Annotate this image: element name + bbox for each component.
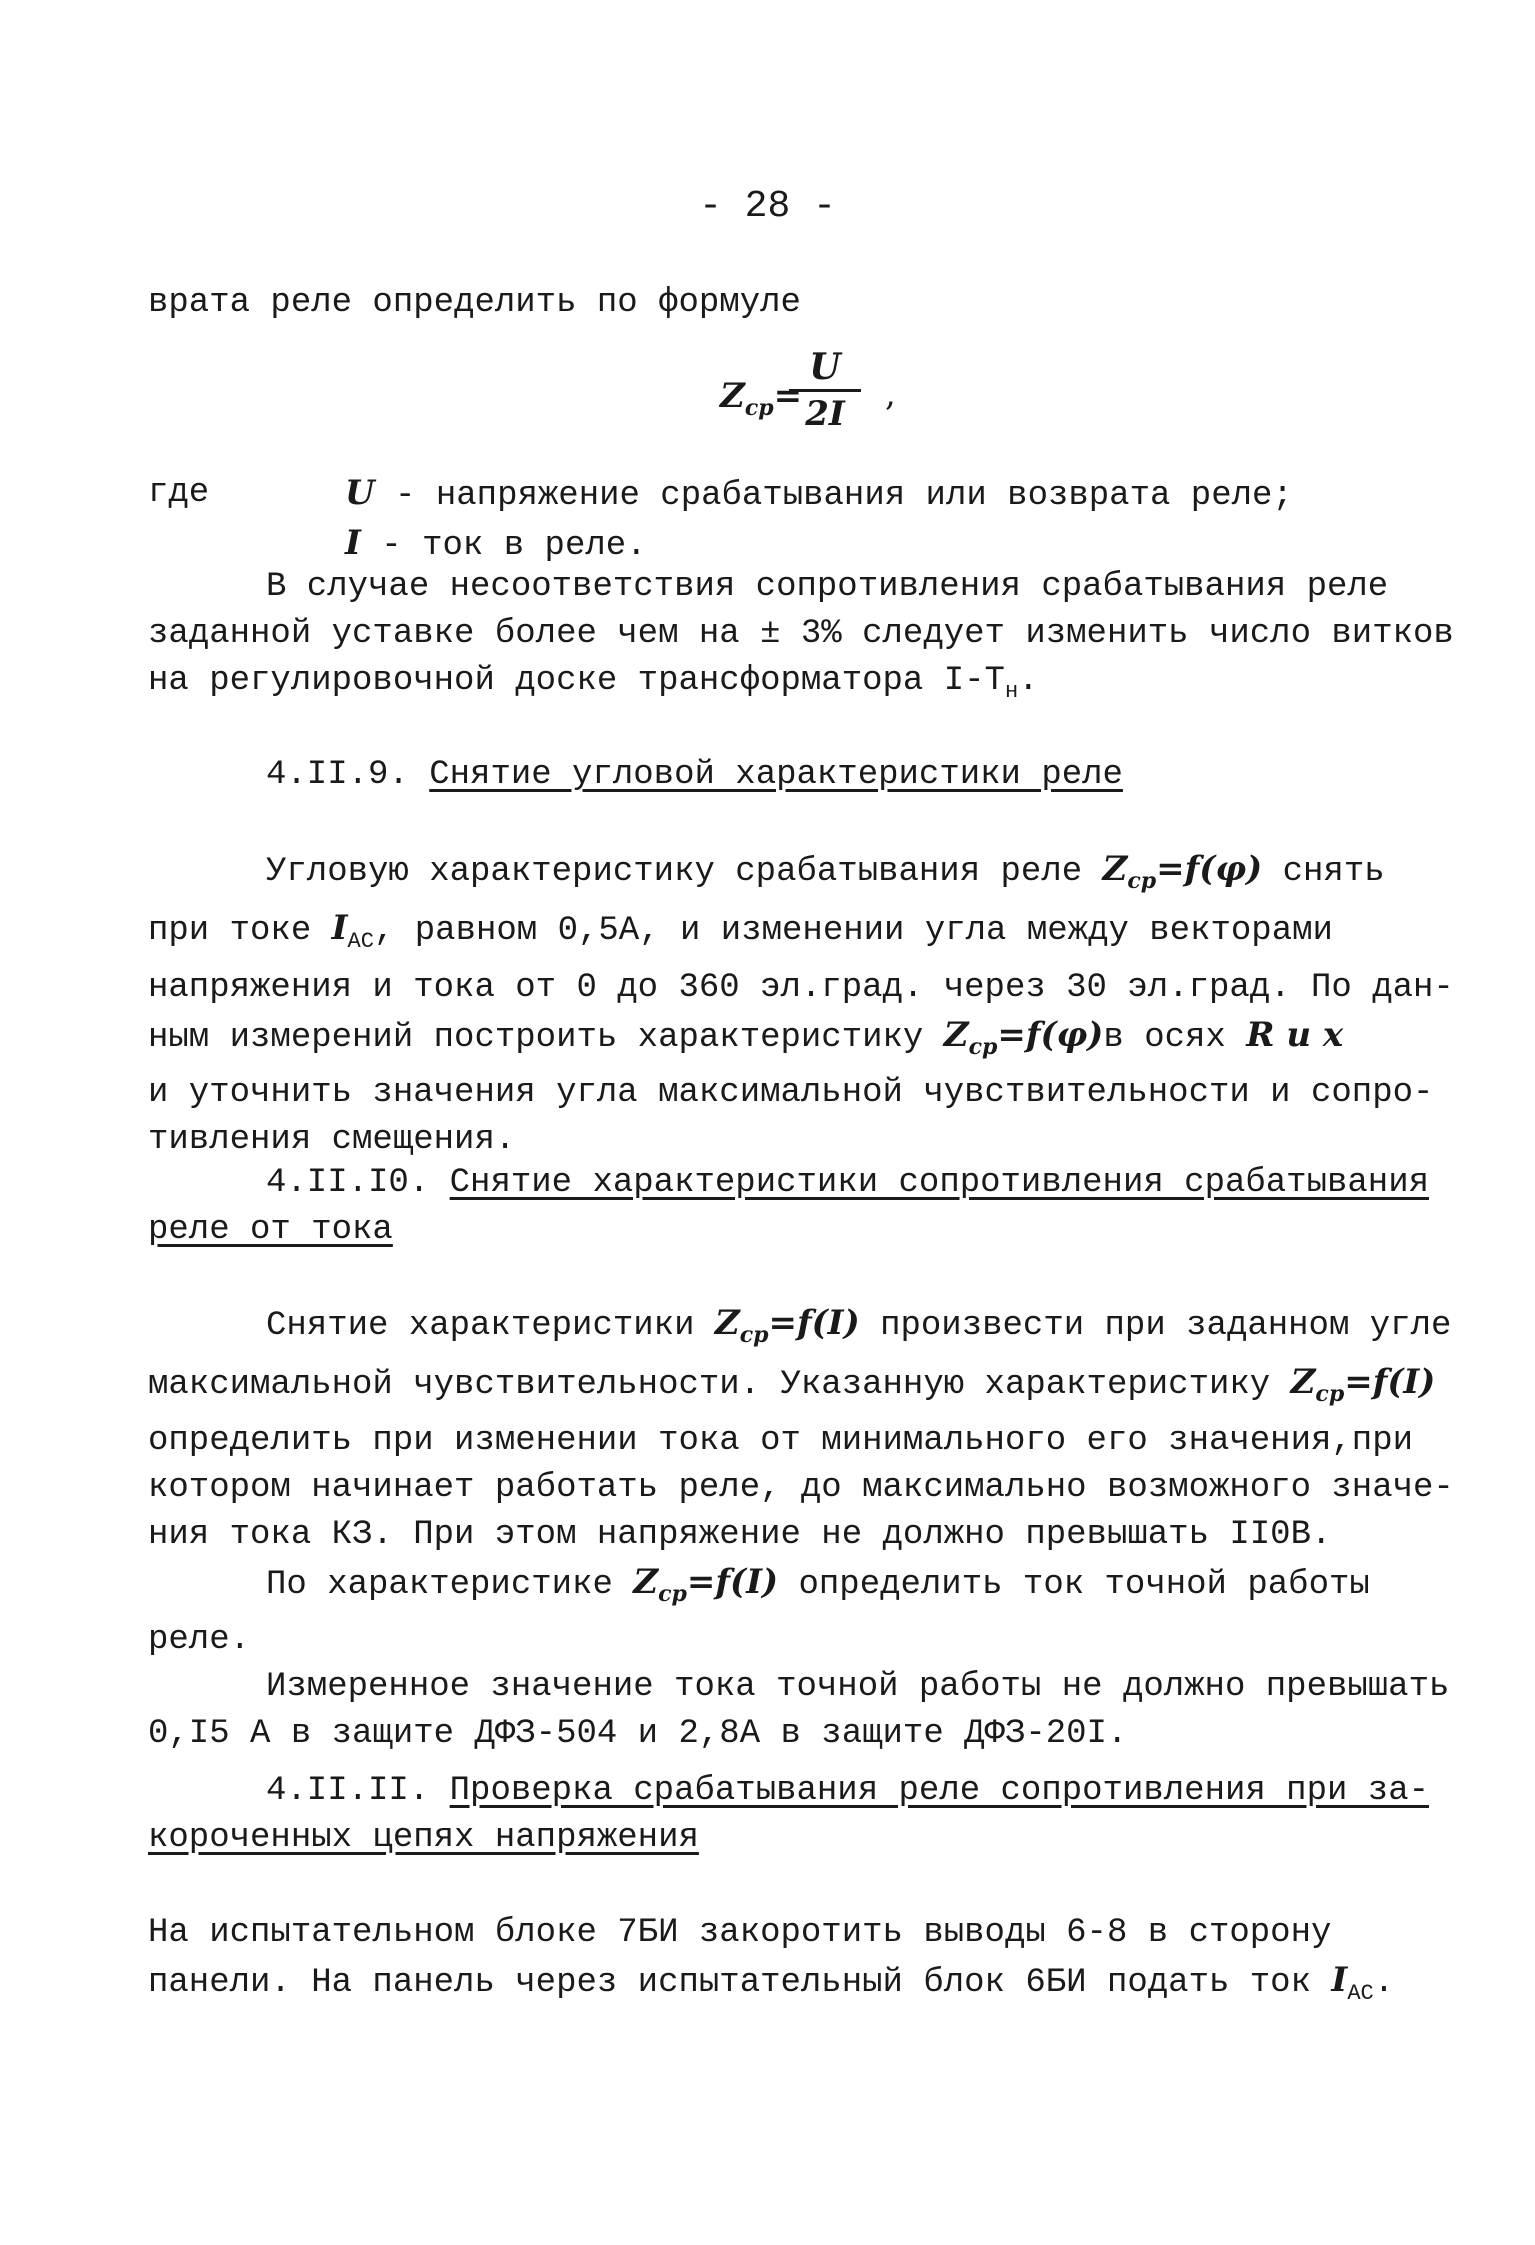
page-number: - 28 - (699, 185, 836, 228)
section-body-4-11-9: Угловую характеристику срабатывания реле $Z_{ср}=f(\varphi)$ снять при токе $I_{АС}$, равном 0,5А, и изменении угла между векторами напряжения и тока от 0 до 360 эл.град. через 30 эл.град. По дан- ным измерений построить характеристику $Z_{ср}=f(\varphi)в$ осях R и x и уточнить значения угла максимальной чувствительности и сопро- тивления смещения. (148, 849, 1454, 1160)
formula-lhs: $Z_{ср}=$ (720, 376, 803, 421)
formula-denominator: 2I (805, 394, 845, 434)
formula-numerator: U (809, 346, 841, 388)
definition-i: I - ток в реле. (345, 523, 647, 565)
formula (715, 345, 915, 445)
formula-comma: , (885, 374, 896, 414)
intro-line: врата реле определить по формуле (148, 284, 801, 322)
formula-fraction (785, 345, 865, 436)
section-heading-4-11-10: 4.II.I0. Снятие характеристики сопротивления срабатывания реле от тока (148, 1164, 1429, 1249)
paragraph-tolerance: В случае несоответствия сопротивления срабатывания реле заданной уставке более чем на ± 3% следует изменить число витков на регулировочной доске трансформатора $I-Т_н$. (148, 568, 1454, 704)
section-body-4-11-11: На испытательном блоке 7БИ закоротить выводы 6-8 в сторону панели. На панель через испытательный блок 6БИ подать ток $I_{АС}$. (148, 1914, 1395, 2006)
where-label: где (148, 474, 210, 512)
definition-u: U - напряжение срабатывания или возврата реле; (345, 473, 1293, 515)
section-heading-4-11-9: 4.II.9. Снятие угловой характеристики реле (266, 756, 1123, 794)
section-body-4-11-10: Снятие характеристики $Z_{ср}=f(I)$ произвести при заданном угле максимальной чувствительности. Указанную характеристику $Z_{ср}=f(I)$ определить при изменении тока от минимального его значения,при котором начинает работать реле, до максимально возможного значе- ния тока КЗ. При этом напряжение не должно превышать II0В. По характеристике $Z_{ср}=f(I)$ определить ток точной работы реле. Измеренное значение тока точной работы не должно превышать 0,I5 А в защите ДФЗ-504 и 2,8А в защите ДФЗ-20I. (148, 1303, 1454, 1754)
definitions (345, 470, 1293, 570)
section-heading-4-11-11: 4.II.II. Проверка срабатывания реле сопротивления при за- короченных цепях напряжения (148, 1772, 1429, 1857)
